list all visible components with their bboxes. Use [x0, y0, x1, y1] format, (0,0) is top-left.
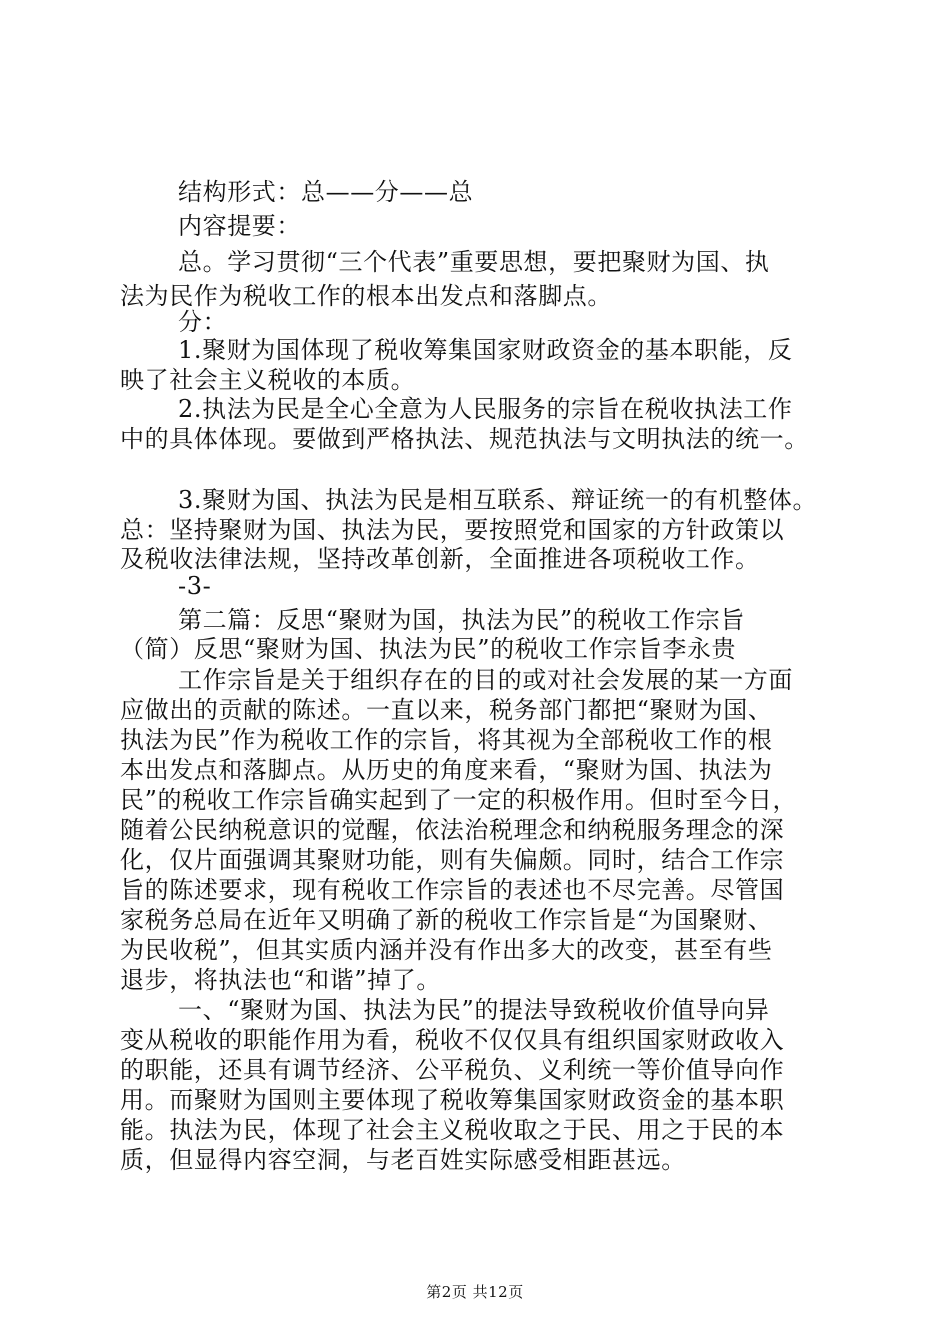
page-number-marker: -3- — [178, 572, 212, 600]
text-line: 的职能，还具有调节经济、公平税负、义利统一等价值导向作 — [120, 1056, 785, 1084]
text-line: 质，但显得内容空洞，与老百姓实际感受相距甚远。 — [120, 1146, 686, 1174]
text-line: 应做出的贡献的陈述。一直以来，税务部门都把“聚财为国、 — [120, 696, 773, 724]
text-line: 中的具体体现。要做到严格执法、规范执法与文明执法的统一。 — [120, 425, 809, 453]
text-line: 法为民作为税收工作的根本出发点和落脚点。 — [120, 282, 612, 310]
section-heading: （简）反思“聚财为国、执法为民”的税收工作宗旨李永贵 — [120, 635, 737, 663]
text-line: 用。而聚财为国则主要体现了税收筹集国家财政资金的基本职 — [120, 1086, 785, 1114]
text-line: 化，仅片面强调其聚财功能，则有失偏颇。同时，结合工作宗 — [120, 846, 785, 874]
text-line: 变从税收的职能作用为看，税收不仅仅具有组织国家财政收入 — [120, 1026, 785, 1054]
text-line: 总：坚持聚财为国、执法为民，要按照党和国家的方针政策以 — [120, 516, 785, 544]
text-line: 一、“聚财为国、执法为民”的提法导致税收价值导向异 — [178, 996, 770, 1024]
text-line: 及税收法律法规，坚持改革创新，全面推进各项税收工作。 — [120, 545, 760, 573]
text-line: 本出发点和落脚点。从历史的角度来看，“聚财为国、执法为 — [120, 756, 773, 784]
text-line: 2.执法为民是全心全意为人民服务的宗旨在税收执法工作 — [178, 395, 793, 423]
text-line: 内容提要： — [178, 212, 301, 240]
text-line: 结构形式：总——分——总 — [178, 178, 474, 206]
text-line: 总。学习贯彻“三个代表”重要思想，要把聚财为国、执 — [178, 248, 770, 276]
text-line: 3.聚财为国、执法为民是相互联系、辩证统一的有机整体。 — [178, 486, 818, 514]
text-line: 民”的税收工作宗旨确实起到了一定的积极作用。但时至今日， — [120, 786, 798, 814]
text-line: 家税务总局在近年又明确了新的税收工作宗旨是“为国聚财、 — [120, 906, 773, 934]
page-footer: 第2页 共12页 — [426, 1283, 524, 1301]
text-line: 退步，将执法也“和谐”掉了。 — [120, 966, 441, 994]
text-line: 随着公民纳税意识的觉醒，依法治税理念和纳税服务理念的深 — [120, 816, 785, 844]
text-line: 能。执法为民，体现了社会主义税收取之于民、用之于民的本 — [120, 1116, 785, 1144]
text-line: 旨的陈述要求，现有税收工作宗旨的表述也不尽完善。尽管国 — [120, 876, 785, 904]
section-heading: 第二篇：反思“聚财为国，执法为民”的税收工作宗旨 — [178, 606, 745, 634]
text-line: 1.聚财为国体现了税收筹集国家财政资金的基本职能，反 — [178, 336, 793, 364]
text-line: 执法为民”作为税收工作的宗旨，将其视为全部税收工作的根 — [120, 726, 773, 754]
text-line: 分： — [178, 308, 228, 336]
text-line: 工作宗旨是关于组织存在的目的或对社会发展的某一方面 — [178, 666, 793, 694]
text-line: 为民收税”，但其实质内涵并没有作出多大的改变，甚至有些 — [120, 936, 773, 964]
text-line: 映了社会主义税收的本质。 — [120, 366, 416, 394]
